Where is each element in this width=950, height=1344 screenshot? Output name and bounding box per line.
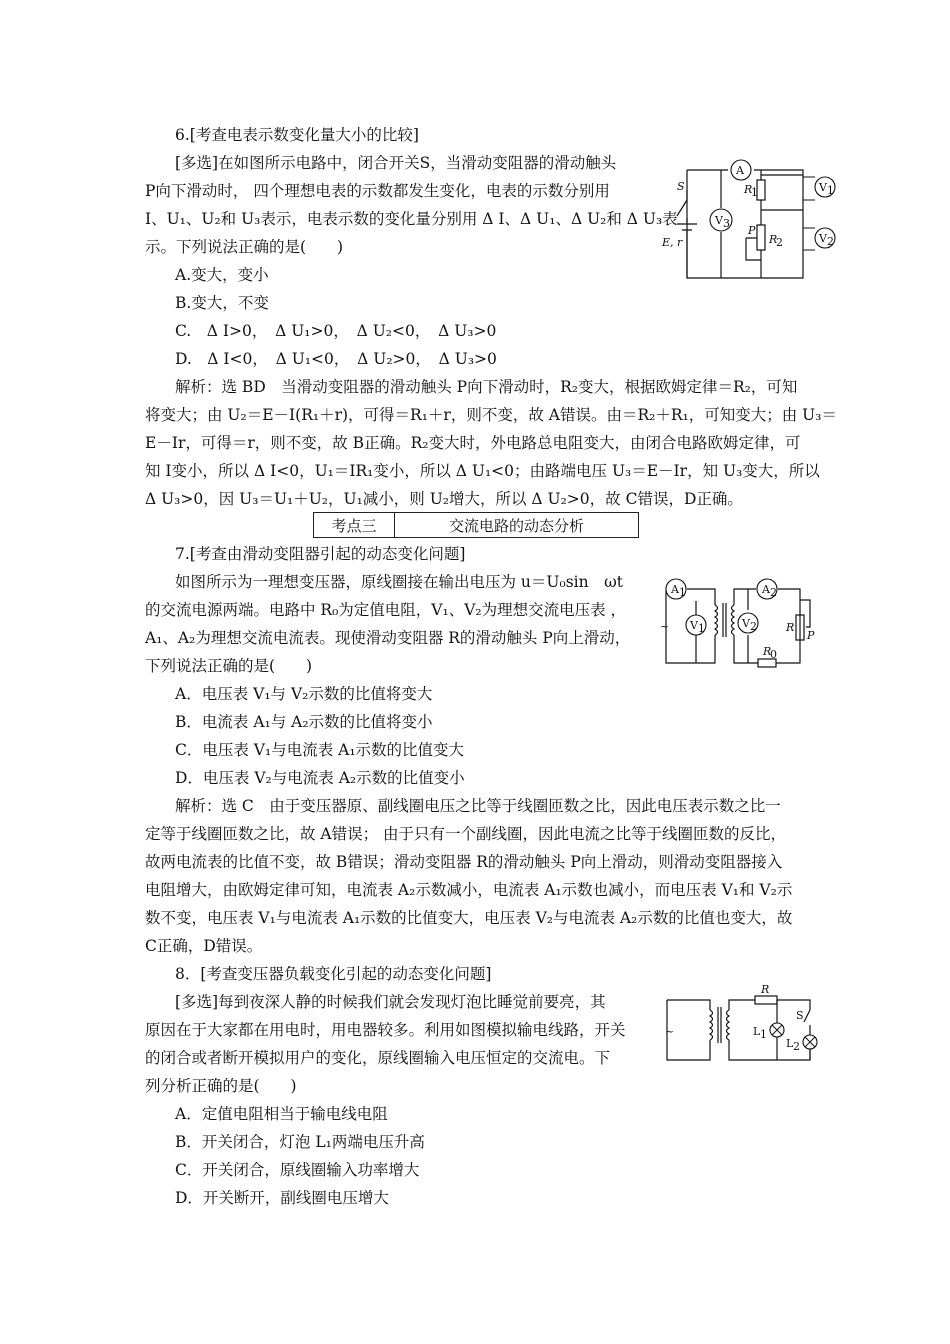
switch-label: S: [677, 180, 685, 193]
v1-sub: 1: [698, 622, 705, 635]
q6-stem-line: [多选]在如图所示电路中，闭合开关S，当滑动变阻器的滑动触头: [175, 154, 617, 172]
q8-option-c: C．开关闭合，原线圈输入功率增大: [175, 1161, 420, 1179]
q8-option-d: D．开关断开，副线圈电压增大: [175, 1189, 389, 1207]
switch-label: S: [796, 1009, 804, 1022]
r-label: R: [786, 621, 795, 634]
v3-label: V: [715, 214, 723, 227]
a2-label: A: [762, 583, 770, 596]
q6-option-a: A.变大，变小: [175, 266, 269, 284]
l1-label: L: [753, 1025, 761, 1038]
q7-option-b: B．电流表 A₁与 A₂示数的比值将变小: [175, 713, 433, 731]
q8-stem-line: 的闭合或者断开模拟用户的变化，原线圈输入电压恒定的交流电。下: [145, 1049, 611, 1067]
q6-analysis-line: Δ U₃>0，因 U₃＝U₁＋U₂，U₁减小，则 U₂增大，所以 Δ U₂>0，故 C错误，D正确。: [145, 490, 743, 508]
r-label: R: [761, 983, 770, 996]
a2-sub: 2: [770, 586, 777, 599]
emf-label: E, r: [662, 236, 683, 249]
q7-option-c: C．电压表 V₁与电流表 A₁示数的比值变大: [175, 741, 465, 759]
r0-sub: 0: [770, 648, 777, 661]
section-label: 考点三: [314, 513, 395, 538]
q8-transmission-diagram: [665, 985, 830, 1069]
q6-stem-line: P向下滑动时， 四个理想电表的示数都发生变化，电表的示数分别用: [145, 182, 610, 200]
v1-label: V: [690, 619, 698, 632]
q7-analysis-line: 定等于线圈匝数之比，故 A错误； 由于只有一个副线圈，因此电流之比等于线圈匝数的反比，: [145, 825, 787, 843]
q7-transformer-diagram: [660, 575, 830, 669]
q6-analysis-line: E－Ir，可得＝r，则不变，故 B正确。R₂变大时，外电路总电阻变大，由闭合电路欧姆定律，可: [145, 434, 801, 452]
l2-sub: 2: [793, 1040, 800, 1053]
r2-label: R: [769, 233, 778, 246]
a1-sub: 1: [679, 586, 686, 599]
q7-option-d: D．电压表 V₂与电流表 A₂示数的比值变小: [175, 769, 465, 787]
slider-p-label: P: [807, 629, 815, 642]
r2-sub: 2: [776, 236, 783, 249]
q6-stem-line: I、U₁、U₂和 U₃表示，电表示数的变化量分别用 Δ I、Δ U₁、Δ U₂和 Δ U₃表: [145, 210, 678, 228]
q6-analysis-line: 将变大；由 U₂＝E－I(R₁＋r)，可得＝R₁＋r，则不变，故 A错误。由＝R₂＋R₁，可知变大；由 U₃＝: [145, 406, 837, 424]
v1-sub: 1: [827, 184, 834, 197]
q8-stem-line: 原因在于大家都在用电时，用电器较多。利用如图模拟输电线路，开关: [145, 1021, 626, 1039]
q7-stem-line: 的交流电源两端。电路中 R₀为定值电阻，V₁、V₂为理想交流电压表 ，: [145, 601, 627, 619]
q8-option-a: A．定值电阻相当于输电线电阻: [175, 1105, 388, 1123]
q7-stem-line: A₁、A₂为理想交流电流表。现使滑动变阻器 R的滑动触头 P向上滑动，: [145, 629, 631, 647]
q7-stem-line: 下列说法正确的是( ): [145, 657, 313, 675]
q7-stem-line: 如图所示为一理想变压器，原线圈接在输出电压为 u＝U₀sin ωt: [175, 573, 623, 591]
q6-stem-line: 示。下列说法正确的是( ): [145, 238, 344, 256]
slider-p-label: P: [748, 224, 756, 237]
v1-label: V: [819, 181, 827, 194]
q8-stem-line: 列分析正确的是( ): [145, 1077, 297, 1095]
q6-option-b: B.变大，不变: [175, 294, 269, 312]
q7-analysis-line: C正确，D错误。: [145, 937, 263, 955]
q7-analysis-line: 电阻增大，由欧姆定律可知，电流表 A₂示数减小，电流表 A₁示数也减小，而电压表 V₁和 V₂示: [145, 881, 793, 899]
ac-source-icon: ~: [660, 620, 670, 633]
v2-label: V: [742, 617, 750, 630]
r1-label: R: [744, 183, 753, 196]
q7-option-a: A．电压表 V₁与 V₂示数的比值将变大: [175, 685, 433, 703]
v2-label: V: [819, 232, 827, 245]
section-header: [313, 512, 639, 538]
q7-title: 7.[考查由滑动变阻器引起的动态变化问题]: [175, 545, 466, 563]
l2-label: L: [786, 1037, 794, 1050]
ac-source-icon: ~: [665, 1025, 675, 1038]
q6-option-c: C. Δ I>0， Δ U₁>0， Δ U₂<0， Δ U₃>0: [175, 322, 497, 340]
q6-option-d: D. Δ I<0， Δ U₁<0， Δ U₂>0， Δ U₃>0: [175, 350, 497, 368]
q8-title: 8．[考查变压器负载变化引起的动态变化问题]: [175, 965, 492, 983]
v2-sub: 2: [827, 235, 834, 248]
v3-sub: 3: [723, 217, 730, 230]
q7-analysis-line: 故两电流表的比值不变，故 B错误；滑动变阻器 R的滑动触头 P向上滑动，则滑动变阻器接入: [145, 853, 783, 871]
section-title: 交流电路的动态分析: [395, 513, 639, 538]
l1-sub: 1: [760, 1028, 767, 1041]
q6-analysis-line: 解析：选 BD 当滑动变阻器的滑动触头 P向下滑动时，R₂变大，根据欧姆定律＝R₂，可知: [175, 378, 798, 396]
r0-label: R: [763, 645, 772, 658]
q6-circuit-diagram: [660, 150, 845, 284]
q6-analysis-line: 知 I变小，所以 Δ I<0，U₁＝IR₁变小，所以 Δ U₁<0；由路端电压 U₃＝E－Ir，知 U₃变大，所以: [145, 462, 820, 480]
ammeter-label: A: [736, 164, 744, 177]
q7-analysis-line: 解析：选 C 由于变压器原、副线圈电压之比等于线圈匝数之比，因此电压表示数之比一: [175, 797, 781, 815]
v2-sub: 2: [750, 620, 757, 633]
q8-stem-line: [多选]每到夜深人静的时候我们就会发现灯泡比睡觉前要亮，其: [175, 993, 606, 1011]
r1-sub: 1: [751, 186, 758, 199]
q7-analysis-line: 数不变，电压表 V₁与电流表 A₁示数的比值变大，电压表 V₂与电流表 A₂示数的比值也变大，故: [145, 909, 793, 927]
q8-option-b: B．开关闭合，灯泡 L₁两端电压升高: [175, 1133, 425, 1151]
a1-label: A: [671, 583, 679, 596]
q6-title: 6.[考查电表示数变化量大小的比较]: [175, 126, 419, 144]
